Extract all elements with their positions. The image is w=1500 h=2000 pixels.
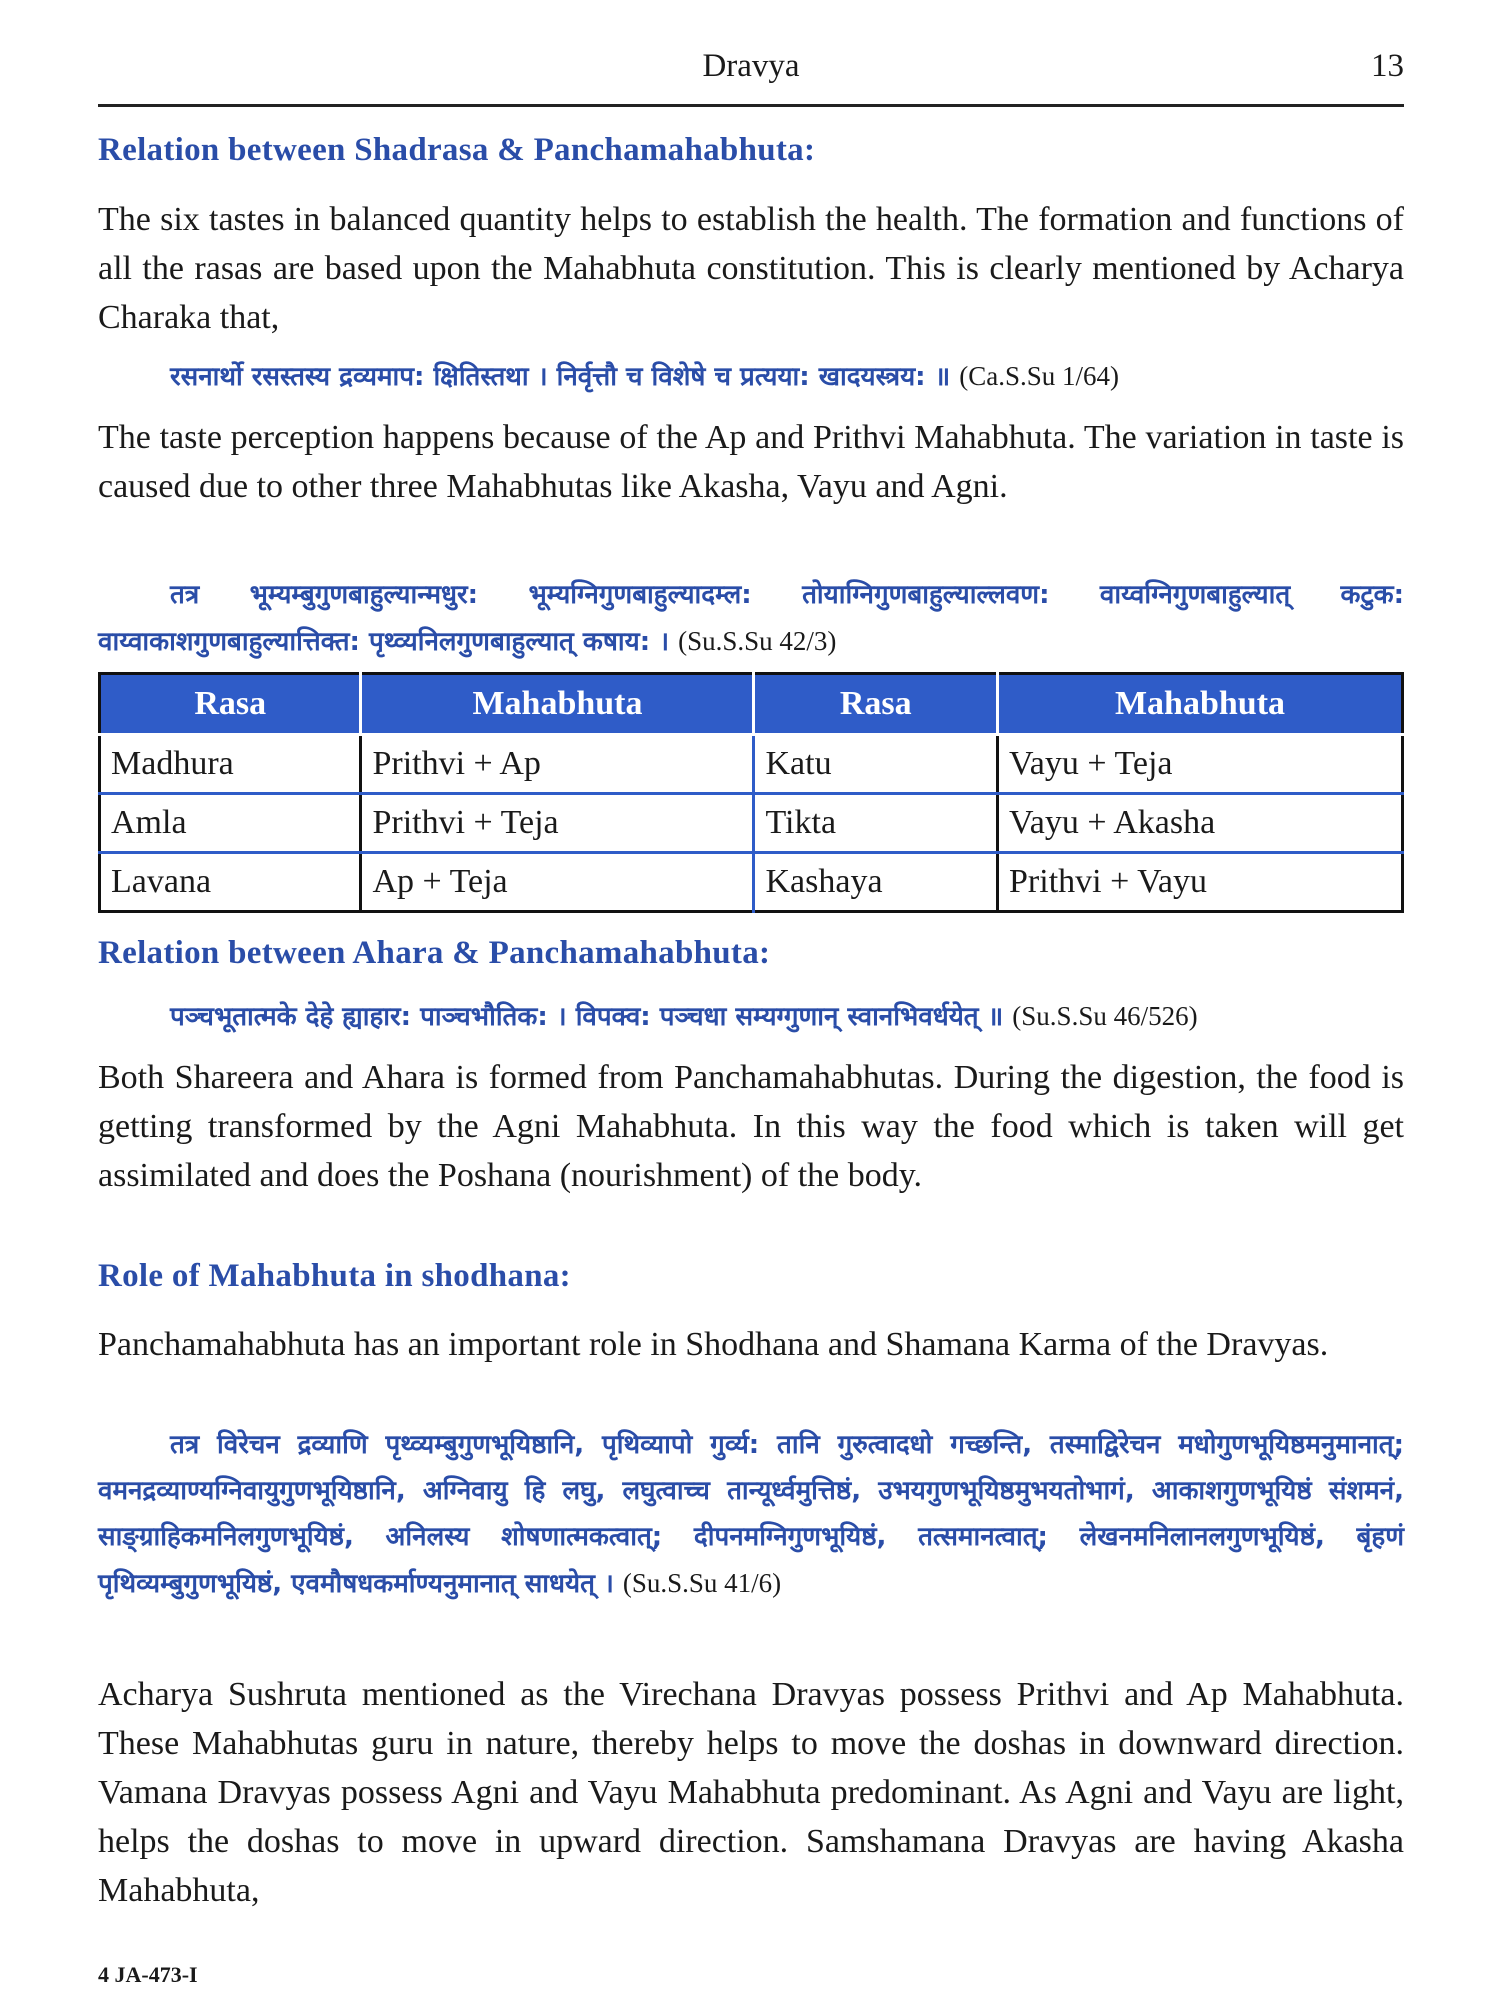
table-cell: Madhura — [100, 735, 361, 794]
shodhana-paragraph-2: Acharya Sushruta mentioned as the Virechana Dravyas possess Prithvi and Ap Mahabhuta. These Mahabhutas guru in nature, thereby helps to move the doshas in downward direction. Vamana Dravyas possess Agni and Vayu Mahabhuta predominant. As Agni and Vayu are light, helps the doshas to move in upward direction. Samshamana Dravyas are having Akasha Mahabhuta, — [98, 1676, 1404, 1909]
shadrasa-sloka-1-block — [98, 353, 1404, 400]
table-row — [100, 853, 1403, 912]
column-header: Mahabhuta — [998, 674, 1403, 735]
column-header: Rasa — [754, 674, 998, 735]
shodhana-sloka — [98, 1422, 1404, 1607]
sloka-reference: (Su.S.Su 46/526) — [1012, 1001, 1198, 1031]
section-shodhana — [98, 1258, 1404, 1295]
section-heading-ahara: Relation between Ahara & Panchamahabhuta: — [98, 935, 771, 971]
table-cell: Amla — [100, 794, 361, 853]
section-ahara — [98, 935, 1404, 972]
section-heading-shodhana: Role of Mahabhuta in shodhana: — [98, 1258, 571, 1294]
shadrasa-paragraph-2: The taste perception happens because of the Ap and Prithvi Mahabhuta. The variation in taste is caused due to other three Mahabhutas like Akasha, Vayu and Agni. — [98, 419, 1404, 505]
section-heading-shadrasa: Relation between Shadrasa & Panchamahabhuta: — [98, 132, 816, 168]
column-header: Mahabhuta — [361, 674, 754, 735]
table-cell: Prithvi + Teja — [361, 794, 754, 853]
shadrasa-sloka-2 — [98, 572, 1404, 665]
shodhana-paragraph-2-block — [98, 1670, 1404, 1915]
sloka-text: तत्र विरेचन द्रव्याणि पृथ्व्यम्बुगुणभूयिष्ठानि, पृथिव्यापो गुर्व्य: तानि गुरुत्वादधो गच्छन्ति, तस्माद्विरेचन मधोगुणभूयिष्ठमनुमानात्; वमनद्रव्याण्यग्निवायुगुणभूयिष्ठानि, अग्निवायु हि लघु, लघुत्वाच्च तान्यूर्ध्वमुत्तिष्ठं, उभयगुणभूयिष्ठमुभयतोभागं, आकाशगुणभूयिष्ठं संशमनं, साङ्ग्राहिकमनिलगुणभूयिष्ठं, अनिलस्य शोषणात्मकत्वात्; दीपनमग्निगुणभूयिष्ठं, तत्समानत्वात्; लेखनमनिलानलगुणभूयिष्ठं, बृंहणं पृथिव्यम्बुगुणभूयिष्ठं, एवमौषधकर्माण्यनुमानात् साधयेत् । — [98, 1430, 1404, 1599]
table-cell: Kashaya — [754, 853, 998, 912]
table-header-row — [100, 674, 1403, 735]
sloka-reference: (Su.S.Su 42/3) — [678, 626, 837, 656]
table-row — [100, 794, 1403, 853]
sloka-text: पञ्चभूतात्मके देहे ह्याहार: पाञ्चभौतिक: । विपक्व: पञ्चधा सम्यग्गुणान् स्वानभिवर्धयेत् ॥ — [170, 1002, 1004, 1032]
shodhana-paragraph-1-block — [98, 1320, 1404, 1369]
print-code: 4 JA-473-I — [98, 1962, 198, 1987]
book-page — [98, 0, 1404, 2000]
rasa-mahabhuta-table — [98, 672, 1404, 913]
shodhana-paragraph-1: Panchamahabhuta has an important role in Shodhana and Shamana Karma of the Dravyas. — [98, 1326, 1329, 1363]
ahara-paragraph: Both Shareera and Ahara is formed from Panchamahabhutas. During the digestion, the food is getting transformed by the Agni Mahabhuta. In this way the food which is taken will get assimilated and does the Poshana (nourishment) of the body. — [98, 1059, 1404, 1194]
shadrasa-sloka-1 — [98, 353, 1404, 400]
shodhana-sloka-block — [98, 1422, 1404, 1607]
column-header: Rasa — [100, 674, 361, 735]
running-head — [98, 48, 1404, 98]
table-cell: Katu — [754, 735, 998, 794]
page-number: 13 — [1371, 48, 1404, 84]
shadrasa-sloka-2-block — [98, 572, 1404, 665]
table-cell: Ap + Teja — [361, 853, 754, 912]
sloka-reference: (Su.S.Su 41/6) — [622, 1568, 782, 1598]
ahara-sloka — [98, 993, 1404, 1040]
sloka-reference: (Ca.S.Su 1/64) — [959, 361, 1120, 391]
sloka-text: रसनार्थो रसस्तस्य द्रव्यमाप: क्षितिस्तथा । निर्वृत्तौ च विशेषे च प्रत्यया: खादयस्त्रय: ॥ — [170, 362, 951, 392]
table-cell: Prithvi + Vayu — [1009, 863, 1208, 900]
shadrasa-paragraph-1-block — [98, 195, 1404, 342]
table-cell: Prithvi + Ap — [361, 735, 754, 794]
shadrasa-paragraph-1: The six tastes in balanced quantity helps to establish the health. The formation and functions of all the rasas are based upon the Mahabhuta constitution. This is clearly mentioned by Acharya Charaka that, — [98, 201, 1404, 336]
running-title: Dravya — [702, 48, 800, 84]
table-cell: Lavana — [100, 853, 361, 912]
table-cell: Tikta — [754, 794, 998, 853]
shadrasa-paragraph-2-block — [98, 413, 1404, 511]
header-rule — [98, 104, 1404, 107]
table-row — [100, 735, 1403, 794]
section-shadrasa — [98, 132, 1404, 169]
table-cell: Vayu + Akasha — [998, 794, 1403, 853]
ahara-sloka-block — [98, 993, 1404, 1040]
ahara-paragraph-block — [98, 1053, 1404, 1200]
table-cell: Vayu + Teja — [998, 735, 1403, 794]
sloka-text: तत्र भूम्यम्बुगुणबाहुल्यान्मधुर: भूम्यग्निगुणबाहुल्यादम्ल: तोयाग्निगुणबाहुल्याल्लवण: वाय्वग्निगुणबाहुल्यात् कटुक: वाय्वाकाशगुणबाहुल्यात्तिक्त: पृथ्व्यनिलगुणबाहुल्यात् कषाय: । — [98, 580, 1404, 657]
